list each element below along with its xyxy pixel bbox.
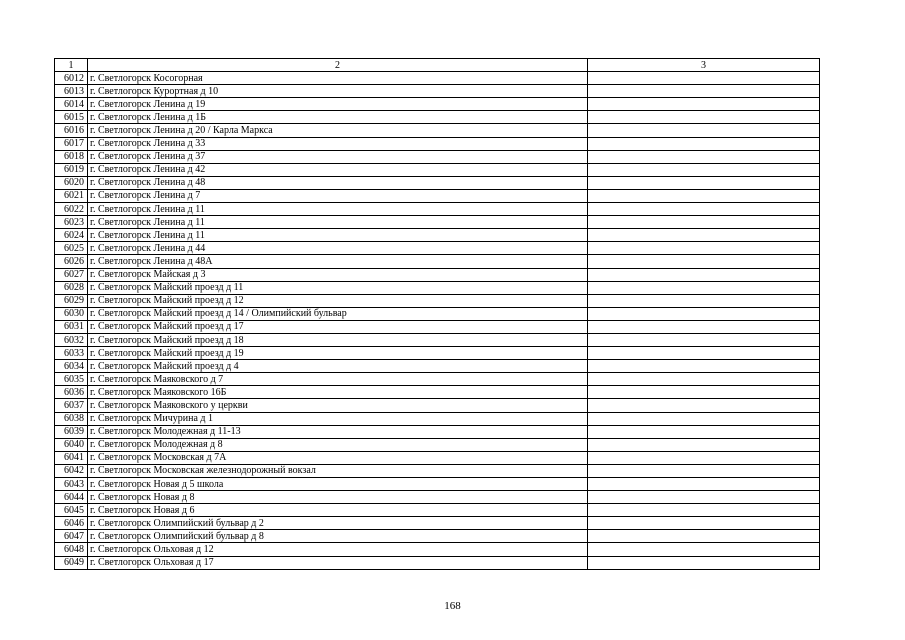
row-number-cell: 6046 — [55, 517, 88, 530]
row-number-cell: 6044 — [55, 491, 88, 504]
row-number-cell: 6013 — [55, 85, 88, 98]
row-number-cell: 6037 — [55, 399, 88, 412]
address-cell: г. Светлогорск Олимпийский бульвар д 2 — [88, 517, 588, 530]
row-number-cell: 6045 — [55, 504, 88, 517]
row-number-cell: 6025 — [55, 242, 88, 255]
value-cell — [588, 320, 820, 333]
table-row — [55, 150, 820, 163]
value-cell — [588, 556, 820, 569]
address-cell: г. Светлогорск Ленина д 44 — [88, 242, 588, 255]
table-row — [55, 478, 820, 491]
address-cell: г. Светлогорск Курортная д 10 — [88, 85, 588, 98]
row-number-cell: 6026 — [55, 255, 88, 268]
address-cell: г. Светлогорск Ленина д 48А — [88, 255, 588, 268]
address-table — [54, 58, 820, 570]
row-number-cell: 6036 — [55, 386, 88, 399]
value-cell — [588, 72, 820, 85]
value-cell — [588, 137, 820, 150]
header-cell-1: 1 — [55, 59, 88, 72]
value-cell — [588, 478, 820, 491]
table-row — [55, 320, 820, 333]
address-cell: г. Светлогорск Ленина д 19 — [88, 98, 588, 111]
value-cell — [588, 425, 820, 438]
table-row — [55, 373, 820, 386]
row-number-cell: 6016 — [55, 124, 88, 137]
row-number-cell: 6040 — [55, 438, 88, 451]
row-number-cell: 6032 — [55, 333, 88, 346]
row-number-cell: 6035 — [55, 373, 88, 386]
value-cell — [588, 216, 820, 229]
row-number-cell: 6028 — [55, 281, 88, 294]
header-cell-3: 3 — [588, 59, 820, 72]
page-number: 168 — [444, 600, 461, 612]
table-row — [55, 189, 820, 202]
table-row — [55, 556, 820, 569]
row-number-cell: 6019 — [55, 163, 88, 176]
table-row — [55, 229, 820, 242]
address-cell: г. Светлогорск Молодежная д 8 — [88, 438, 588, 451]
value-cell — [588, 255, 820, 268]
value-cell — [588, 373, 820, 386]
address-cell: г. Светлогорск Мичурина д 1 — [88, 412, 588, 425]
row-number-cell: 6018 — [55, 150, 88, 163]
address-cell: г. Светлогорск Ленина д 48 — [88, 176, 588, 189]
value-cell — [588, 438, 820, 451]
value-cell — [588, 111, 820, 124]
table-row — [55, 124, 820, 137]
table-row — [55, 203, 820, 216]
row-number-cell: 6048 — [55, 543, 88, 556]
address-cell: г. Светлогорск Майский проезд д 18 — [88, 333, 588, 346]
address-cell: г. Светлогорск Майский проезд д 4 — [88, 360, 588, 373]
table-row — [55, 294, 820, 307]
table-row — [55, 137, 820, 150]
row-number-cell: 6017 — [55, 137, 88, 150]
table-row — [55, 451, 820, 464]
row-number-cell: 6023 — [55, 216, 88, 229]
address-cell: г. Светлогорск Ленина д 33 — [88, 137, 588, 150]
table-row — [55, 517, 820, 530]
table-row — [55, 268, 820, 281]
address-cell: г. Светлогорск Майский проезд д 17 — [88, 320, 588, 333]
row-number-cell: 6031 — [55, 320, 88, 333]
value-cell — [588, 451, 820, 464]
table-row — [55, 399, 820, 412]
address-cell: г. Светлогорск Ленина д 1Б — [88, 111, 588, 124]
value-cell — [588, 268, 820, 281]
value-cell — [588, 530, 820, 543]
address-cell: г. Светлогорск Ленина д 11 — [88, 216, 588, 229]
table-row — [55, 176, 820, 189]
row-number-cell: 6033 — [55, 347, 88, 360]
row-number-cell: 6047 — [55, 530, 88, 543]
address-cell: г. Светлогорск Майская д 3 — [88, 268, 588, 281]
value-cell — [588, 203, 820, 216]
row-number-cell: 6029 — [55, 294, 88, 307]
value-cell — [588, 464, 820, 477]
table-row — [55, 98, 820, 111]
table-row — [55, 504, 820, 517]
row-number-cell: 6030 — [55, 307, 88, 320]
address-cell: г. Светлогорск Ольховая д 17 — [88, 556, 588, 569]
value-cell — [588, 307, 820, 320]
address-cell: г. Светлогорск Ленина д 7 — [88, 189, 588, 202]
address-cell: г. Светлогорск Ленина д 11 — [88, 203, 588, 216]
value-cell — [588, 150, 820, 163]
table-row — [55, 85, 820, 98]
row-number-cell: 6021 — [55, 189, 88, 202]
row-number-cell: 6042 — [55, 464, 88, 477]
value-cell — [588, 333, 820, 346]
value-cell — [588, 176, 820, 189]
address-cell: г. Светлогорск Московская железнодорожный вокзал — [88, 464, 588, 477]
value-cell — [588, 360, 820, 373]
row-number-cell: 6022 — [55, 203, 88, 216]
value-cell — [588, 491, 820, 504]
value-cell — [588, 281, 820, 294]
value-cell — [588, 294, 820, 307]
value-cell — [588, 189, 820, 202]
table-row — [55, 255, 820, 268]
row-number-cell: 6027 — [55, 268, 88, 281]
address-cell: г. Светлогорск Новая д 8 — [88, 491, 588, 504]
row-number-cell: 6043 — [55, 478, 88, 491]
row-number-cell: 6012 — [55, 72, 88, 85]
value-cell — [588, 98, 820, 111]
table-row — [55, 72, 820, 85]
header-cell-2: 2 — [88, 59, 588, 72]
table-row — [55, 425, 820, 438]
table-row — [55, 438, 820, 451]
address-cell: г. Светлогорск Ленина д 42 — [88, 163, 588, 176]
table-row — [55, 464, 820, 477]
address-cell: г. Светлогорск Ленина д 20 / Карла Маркса — [88, 124, 588, 137]
value-cell — [588, 386, 820, 399]
value-cell — [588, 85, 820, 98]
table-row — [55, 543, 820, 556]
value-cell — [588, 399, 820, 412]
address-cell: г. Светлогорск Майский проезд д 19 — [88, 347, 588, 360]
table-row — [55, 307, 820, 320]
address-cell: г. Светлогорск Маяковского д 7 — [88, 373, 588, 386]
address-cell: г. Светлогорск Маяковского у церкви — [88, 399, 588, 412]
table-row — [55, 333, 820, 346]
address-cell: г. Светлогорск Маяковского 16Б — [88, 386, 588, 399]
table-row — [55, 491, 820, 504]
value-cell — [588, 229, 820, 242]
value-cell — [588, 163, 820, 176]
row-number-cell: 6024 — [55, 229, 88, 242]
table-row — [55, 281, 820, 294]
address-cell: г. Светлогорск Майский проезд д 12 — [88, 294, 588, 307]
value-cell — [588, 543, 820, 556]
address-cell: г. Светлогорск Новая д 6 — [88, 504, 588, 517]
address-cell: г. Светлогорск Ленина д 37 — [88, 150, 588, 163]
table-row — [55, 242, 820, 255]
value-cell — [588, 412, 820, 425]
row-number-cell: 6038 — [55, 412, 88, 425]
table-row — [55, 216, 820, 229]
value-cell — [588, 517, 820, 530]
table-row — [55, 163, 820, 176]
row-number-cell: 6041 — [55, 451, 88, 464]
table-row — [55, 360, 820, 373]
address-cell: г. Светлогорск Ленина д 11 — [88, 229, 588, 242]
address-cell: г. Светлогорск Косогорная — [88, 72, 588, 85]
address-cell: г. Светлогорск Ольховая д 12 — [88, 543, 588, 556]
address-cell: г. Светлогорск Московская д 7А — [88, 451, 588, 464]
table-row — [55, 412, 820, 425]
row-number-cell: 6020 — [55, 176, 88, 189]
table-row — [55, 111, 820, 124]
table-row — [55, 347, 820, 360]
table-row — [55, 530, 820, 543]
row-number-cell: 6049 — [55, 556, 88, 569]
address-cell: г. Светлогорск Молодежная д 11-13 — [88, 425, 588, 438]
row-number-cell: 6015 — [55, 111, 88, 124]
row-number-cell: 6039 — [55, 425, 88, 438]
row-number-cell: 6034 — [55, 360, 88, 373]
row-number-cell: 6014 — [55, 98, 88, 111]
table-header-row — [55, 59, 820, 72]
address-cell: г. Светлогорск Майский проезд д 11 — [88, 281, 588, 294]
value-cell — [588, 504, 820, 517]
value-cell — [588, 124, 820, 137]
value-cell — [588, 347, 820, 360]
value-cell — [588, 242, 820, 255]
address-cell: г. Светлогорск Новая д 5 школа — [88, 478, 588, 491]
table-row — [55, 386, 820, 399]
address-cell: г. Светлогорск Майский проезд д 14 / Олимпийский бульвар — [88, 307, 588, 320]
address-cell: г. Светлогорск Олимпийский бульвар д 8 — [88, 530, 588, 543]
